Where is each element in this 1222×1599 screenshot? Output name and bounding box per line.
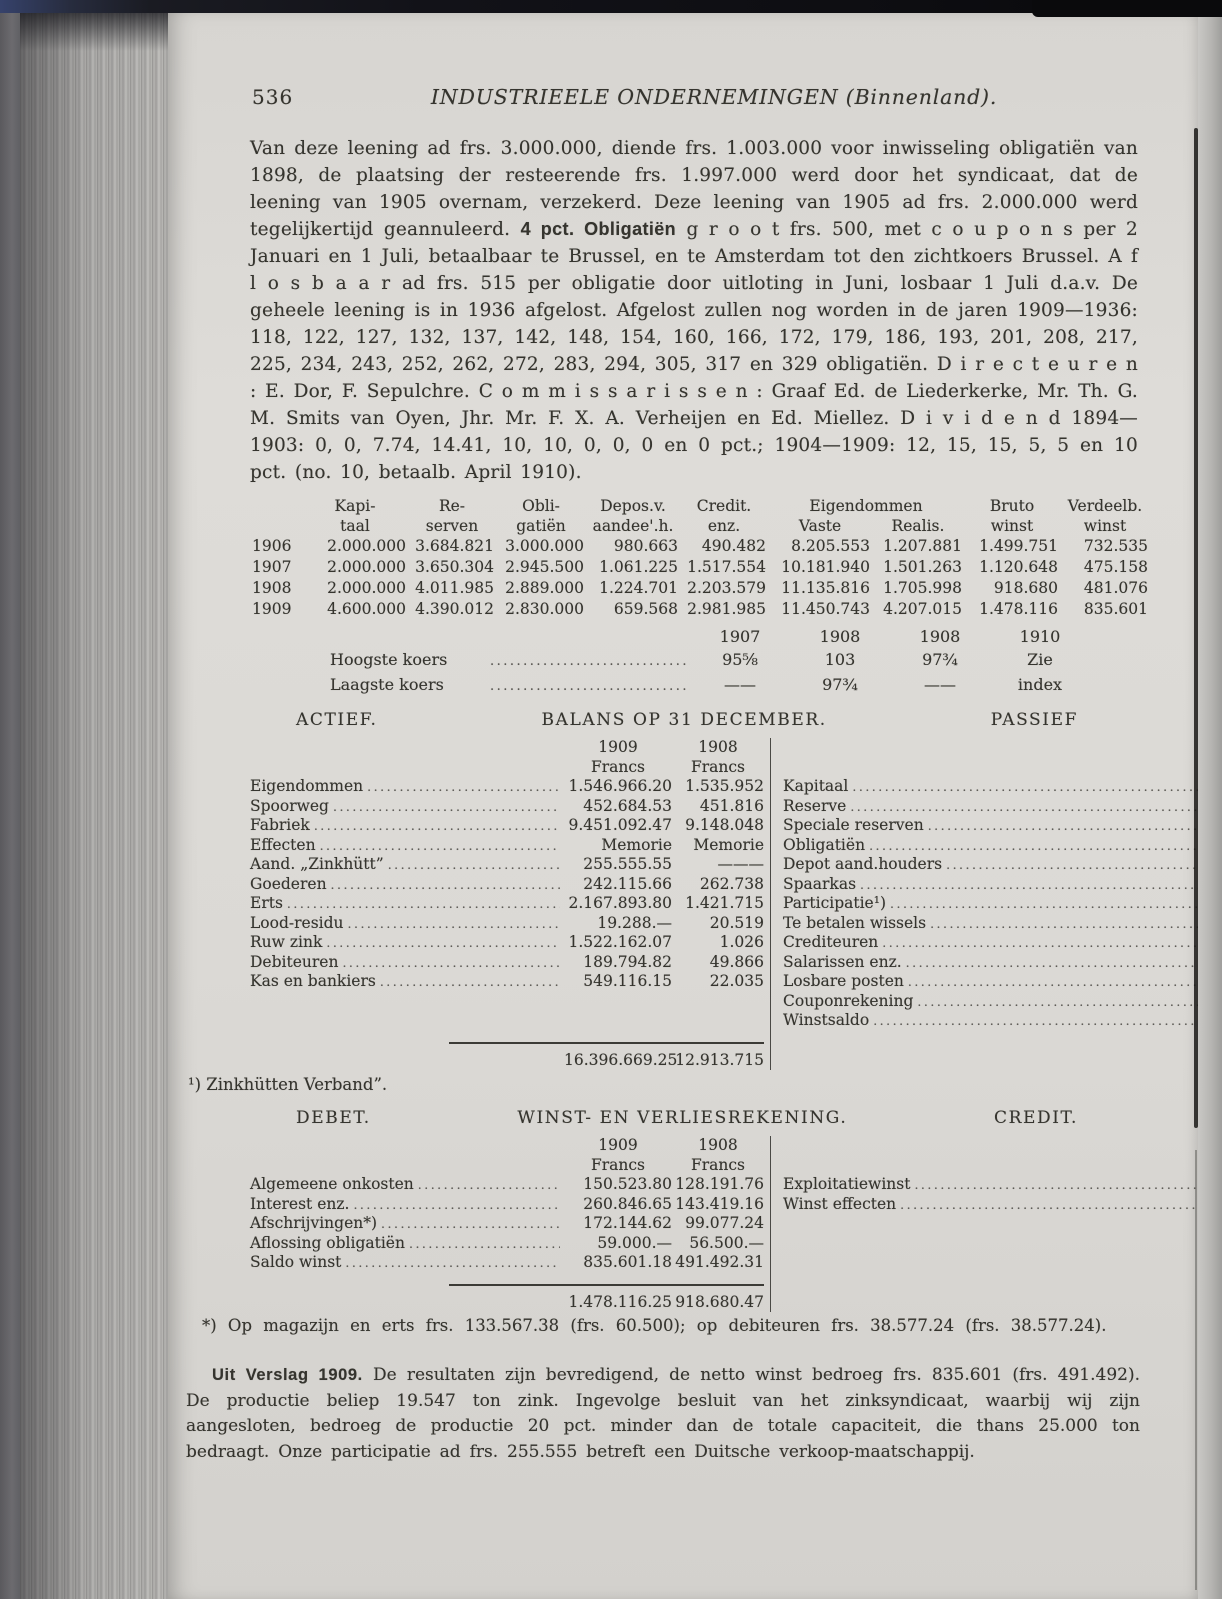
passief-column: [770, 738, 1198, 1070]
table-row: [783, 1011, 1198, 1031]
text-run: g r o o t frs. 500, met c o u p o n s per 2 Januari en 1 Juli, betaalbaar te Brussel, en te Amsterdam tot den zichtkoers Brussel. A f l o s b a a r ad frs. 515 per obligatie door uitloting in Juni, losbaar 1 Juli d.a.v. De geheele leening is in 1936 afgelost. Afgelost zullen nog worden in de jaren 1909—1936: 118, 122, 127, 132, 137, 142, 148, 154, 160, 166, 172, 179, 186, 193, 201, 208, 217, 225, 234, 243, 252, 262, 272, 283, 294, 305, 317 en 329 obligatiën. D i r e c t e u r e n : E. Dor, F. Sepulchre. C o m m i s s a r i s s e n : Graaf Ed. de Liederkerke, Mr. Th. G. M. Smits van Oyen, Jhr. Mr. F. X. A. Verheijen en Ed. Miellez. D i v i d e n d 1894—1903: 0, 0, 7.74, 14.41, 10, 10, 0, 0, 0 en 0 pct.; 1904—1909: 12, 15, 15, 5, 5 en 10 pct. (no. 10, betaalb. April 1910).: [250, 219, 1138, 483]
footnote-afschrijvingen: *) Op magazijn en erts frs. 133.567.38 (frs. 60.500); op debiteuren frs. 38.577.24 (frs. 38.577.24).: [202, 1316, 1107, 1335]
table-row: [783, 1195, 1198, 1215]
credit-column: [770, 1136, 1198, 1312]
table-row: [783, 933, 1198, 953]
koers-value-cell: 103: [824, 650, 856, 669]
value-1909: 242.115.66: [583, 874, 672, 893]
row-label: Aflossing obligatiën: [250, 1233, 405, 1252]
table-row: [250, 816, 764, 836]
stats-header-cell: Kapi-: [334, 497, 376, 515]
intro-paragraph: [250, 135, 1138, 486]
year-cell: 1909: [598, 1136, 638, 1154]
koers-value-cell: 97¾: [922, 650, 958, 669]
value-1908: 1.421.715: [685, 894, 764, 912]
total-1909: 1.478.116.25: [568, 1292, 672, 1311]
dot-leader: [873, 1011, 1198, 1031]
value-1909: 1.546.966.20: [568, 777, 672, 795]
dot-leader: [320, 836, 560, 856]
value-1909: 172.144.62: [583, 1214, 672, 1232]
value-1908: 9.148.048: [685, 816, 764, 834]
table-row: [783, 992, 1198, 1012]
winst-verlies-title: WINST- EN VERLIESREKENING.: [517, 1108, 848, 1128]
dot-leader: [342, 953, 560, 973]
year-cell: 1908: [698, 738, 738, 756]
value-1908: 491.492.31: [675, 1253, 764, 1271]
dot-leader: [490, 673, 690, 698]
total-row: [250, 1293, 764, 1313]
koers-row: [330, 673, 1090, 698]
stats-value-cell: 490.482: [701, 537, 766, 555]
value-1909: 1.522.162.07: [568, 933, 672, 951]
stats-value-cell: 2.830.000: [505, 600, 584, 618]
debet-column: [250, 1136, 770, 1312]
value-1908: 22.035: [709, 972, 764, 990]
stats-header-row-1: [250, 496, 1150, 516]
dot-leader: [388, 855, 560, 875]
value-1909: 835.601.18: [583, 1253, 672, 1271]
total-row: [250, 1051, 764, 1071]
stats-header-cell: Credit.: [696, 497, 752, 515]
dot-leader: [852, 777, 1198, 797]
row-label: Crediteuren: [783, 933, 879, 951]
stats-value-cell: 2.945.500: [505, 558, 584, 576]
value-1909: 452.684.53: [583, 796, 672, 815]
currency-cell: Francs: [690, 1155, 746, 1174]
verslag-lead: Uit Verslag 1909.: [212, 1366, 363, 1384]
koers-label: Laagste koers: [330, 675, 444, 694]
koers-row: [330, 648, 1090, 673]
table-row: [250, 1253, 764, 1273]
stats-row: [250, 536, 1150, 557]
dot-leader: [348, 914, 560, 934]
koers-year-cell: 1907: [719, 627, 761, 646]
currency-cell: Francs: [590, 1155, 646, 1174]
dot-leader: [409, 1234, 560, 1254]
actief-title: ACTIEF.: [296, 710, 378, 730]
row-label: Goederen: [250, 874, 327, 893]
stats-header-cell: enz.: [707, 517, 741, 535]
stats-value-cell: 11.450.743: [781, 600, 870, 618]
stats-value-cell: 1.120.648: [979, 558, 1058, 576]
table-row: [250, 1214, 764, 1234]
row-label: Kapitaal: [783, 777, 849, 795]
dot-leader: [882, 933, 1198, 953]
table-row: [783, 972, 1198, 992]
stats-header-cell: serven: [425, 517, 479, 535]
dot-leader: [331, 875, 560, 895]
value-1908: Memorie: [693, 835, 764, 854]
row-label: Erts: [250, 894, 283, 912]
dot-leader: [908, 972, 1198, 992]
stats-header-row-2: [250, 516, 1150, 536]
koers-value-cell: Zie: [1027, 650, 1053, 669]
balans-title: BALANS OP 31 DECEMBER.: [541, 710, 827, 730]
stats-value-cell: 2.203.579: [687, 579, 766, 597]
table-row: [250, 953, 764, 973]
page-edge-line: [1194, 128, 1198, 1128]
passief-title: PASSIEF: [990, 710, 1078, 730]
year-header-row: [783, 738, 1198, 758]
value-1908: 128.191.76: [675, 1175, 764, 1193]
value-1908: 1.026: [719, 933, 764, 951]
dot-leader: [490, 648, 690, 673]
stats-year-cell: 1907: [252, 558, 292, 576]
actief-column: [250, 738, 770, 1070]
value-1908: ———: [717, 855, 764, 873]
value-1908: 262.738: [699, 874, 764, 893]
value-1909: 255.555.55: [583, 855, 672, 873]
dot-leader: [287, 894, 560, 914]
total-block: [783, 1273, 1198, 1313]
row-label: Kas en bankiers: [250, 972, 376, 990]
value-1908: 451.816: [699, 796, 764, 815]
dot-leader: [869, 836, 1198, 856]
stats-value-cell: 4.011.985: [415, 579, 494, 597]
verslag-paragraph: [186, 1363, 1140, 1465]
dot-leader: [906, 953, 1198, 973]
total-block: [250, 1031, 764, 1071]
dot-leader: [353, 1195, 560, 1215]
year-header-row: [783, 1136, 1198, 1156]
table-row: [783, 797, 1198, 817]
stats-value-cell: 1.501.263: [883, 558, 962, 576]
table-row: [250, 933, 764, 953]
value-1909: 260.846.65: [583, 1194, 672, 1213]
currency-cell: Francs: [690, 757, 746, 776]
stats-header-cell: aandee'.h.: [592, 517, 674, 535]
stats-value-cell: 1.224.701: [599, 579, 678, 597]
total-1908: 12.913.715: [675, 1050, 764, 1069]
stats-value-cell: 659.568: [613, 600, 678, 618]
dot-leader: [326, 933, 560, 953]
row-label: Salarissen enz.: [783, 952, 902, 971]
row-label: Lood-residu: [250, 913, 344, 932]
table-row: [250, 777, 764, 797]
row-label: Depot aand.houders: [783, 855, 943, 873]
statistics-table-header: [250, 496, 1150, 536]
stats-header-cell: Bruto: [989, 497, 1035, 515]
table-row: [250, 972, 764, 992]
row-label: Spaarkas: [783, 874, 857, 893]
dot-leader: [900, 1195, 1198, 1215]
table-row: [250, 875, 764, 895]
stats-header-cell: winst: [990, 517, 1034, 535]
currency-header-row: [250, 1156, 764, 1176]
dot-leader: [860, 875, 1198, 895]
dot-leader: [928, 816, 1198, 836]
row-label: Obligatiën: [783, 835, 866, 854]
total-1908: 918.680.47: [675, 1292, 764, 1311]
koers-year-cell: 1910: [1019, 627, 1061, 646]
total-rule: [449, 1042, 764, 1044]
dot-leader: [914, 1175, 1198, 1195]
dot-leader: [345, 1253, 560, 1273]
dot-leader: [917, 992, 1198, 1012]
table-row: [783, 914, 1198, 934]
table-row: [783, 894, 1198, 914]
table-row: [250, 797, 764, 817]
koers-fill: [490, 625, 690, 648]
statistics-table: [250, 496, 1150, 620]
value-1908: 1.535.952: [685, 777, 764, 795]
stats-value-cell: 918.680: [993, 579, 1058, 597]
row-label: Speciale reserven: [783, 816, 924, 834]
verslag-text: De resultaten zijn bevredigend, de netto winst bedroeg frs. 835.601 (frs. 491.492). De productie beliep 19.547 ton zink. Ingevolge besluit van het zinksyndicaat, waarbij wij zijn aangesloten, bedroeg de productie 20 pct. minder dan de totale capaciteit, die thans 25.000 ton bedraagt. Onze participatie ad frs. 255.555 betreft een Duitsche verkoop-maatschappij.: [186, 1365, 1140, 1462]
text-run: Van deze leening ad frs. 3.000.000, diende frs. 1.003.000 voor inwisseling obligatiën van 1898, de plaatsing der resteerende frs. 1.997.000 werd door het syndicaat, dat de leening van 1905 overnam, verzekerd. Deze leening van 1905 ad frs. 2.000.000 werd tegelijkertijd geannuleerd.: [250, 138, 1138, 240]
stats-value-cell: 4.207.015: [883, 600, 962, 618]
total-row: [783, 1293, 1198, 1313]
stats-value-cell: 11.135.816: [781, 579, 870, 597]
scan-right-strip: [1198, 13, 1222, 1599]
stats-value-cell: 2.981.985: [687, 600, 766, 618]
table-row: [250, 894, 764, 914]
value-1908: 56.500.—: [689, 1233, 764, 1252]
stats-header-cell: Re-: [438, 497, 466, 515]
koers-year-cell: 1908: [819, 627, 861, 646]
row-label: Fabriek: [250, 816, 310, 834]
koers-label: Hoogste koers: [330, 650, 448, 669]
stats-year-cell: 1908: [252, 579, 292, 597]
row-label: Couponrekening: [783, 991, 914, 1010]
value-1908: 20.519: [709, 913, 764, 932]
total-block: [250, 1273, 764, 1313]
stats-header-cell: Vaste: [798, 517, 842, 535]
stats-value-cell: 2.000.000: [327, 537, 406, 555]
koers-value-cell: 95⅝: [722, 650, 758, 669]
stats-header-cell: [250, 516, 302, 536]
koers-years-row: [330, 625, 1090, 648]
balans-heading: [250, 710, 1138, 736]
koers-value-cell: ——: [924, 675, 956, 694]
total-block: [783, 1031, 1198, 1071]
stats-header-cell: gatiën: [516, 517, 566, 535]
stats-value-cell: 3.650.304: [415, 558, 494, 576]
row-label: Losbare posten: [783, 972, 904, 990]
total-1909: 16.396.669.25: [564, 1050, 678, 1069]
book-spine-edge: [0, 13, 20, 1599]
running-header: [250, 85, 1138, 113]
dot-leader: [333, 797, 560, 817]
koers-value-cell: 97¾: [822, 675, 858, 694]
stats-value-cell: 4.600.000: [327, 600, 406, 618]
value-1909: Memorie: [601, 835, 672, 854]
page-title: INDUSTRIEELE ONDERNEMINGEN (Binnenland).: [430, 85, 998, 109]
koers-label: [330, 625, 490, 648]
stats-value-cell: 4.390.012: [415, 600, 494, 618]
table-row: [783, 855, 1198, 875]
currency-cell: Francs: [590, 757, 646, 776]
winst-heading: [250, 1108, 1138, 1134]
stats-value-cell: 3.000.000: [505, 537, 584, 555]
statistics-table-body: [250, 536, 1150, 620]
year-header-row: [250, 738, 764, 758]
dot-leader: [418, 1175, 560, 1195]
stats-value-cell: 1.499.751: [979, 537, 1058, 555]
table-row: [783, 836, 1198, 856]
debet-title: DEBET.: [296, 1108, 371, 1128]
row-label: Aand. „Zinkhütt”: [250, 855, 384, 873]
koers-table: [250, 625, 1138, 698]
table-row: [250, 914, 764, 934]
book-page-edges: [20, 13, 168, 1599]
stats-header-cell: [250, 496, 302, 516]
stats-value-cell: 481.076: [1083, 579, 1148, 597]
stats-header-cell: Obli-: [522, 497, 560, 515]
value-1908: 49.866: [709, 952, 764, 971]
stats-header-cell: Realis.: [891, 517, 945, 535]
total-row: [783, 1051, 1198, 1071]
currency-header-row: [783, 758, 1198, 778]
stats-value-cell: 980.663: [613, 537, 678, 555]
value-1909: 549.116.15: [583, 972, 672, 990]
stats-value-cell: 1.207.881: [883, 537, 962, 555]
row-label: Interest enz.: [250, 1194, 350, 1213]
row-label: Ruw zink: [250, 933, 323, 951]
table-row: [783, 777, 1198, 797]
row-label: Eigendommen: [250, 777, 364, 795]
table-row: [250, 836, 764, 856]
row-label: Winst effecten: [783, 1194, 897, 1213]
stats-value-cell: 1.517.554: [687, 558, 766, 576]
stats-year-cell: 1909: [252, 600, 292, 618]
koers-value-cell: index: [1017, 675, 1063, 694]
value-1908: 99.077.24: [685, 1214, 764, 1232]
dot-leader: [890, 894, 1198, 914]
stats-value-cell: 835.601: [1083, 600, 1148, 618]
value-1909: 189.794.82: [583, 952, 672, 971]
row-label: Exploitatiewinst: [783, 1175, 911, 1193]
value-1909: 150.523.80: [583, 1175, 672, 1193]
row-label: Saldo winst: [250, 1253, 342, 1271]
dot-leader: [314, 816, 560, 836]
stats-row: [250, 578, 1150, 599]
stats-header-cell: Depos.v.: [600, 497, 666, 515]
total-rule: [449, 1284, 764, 1286]
row-label: Winstsaldo: [783, 1011, 870, 1029]
value-1909: 19.288.—: [597, 913, 672, 932]
row-label: Spoorweg: [250, 796, 329, 815]
page-number: 536: [252, 85, 294, 109]
table-row: [783, 1175, 1198, 1195]
stats-value-cell: 732.535: [1083, 537, 1148, 555]
stats-value-cell: 10.181.940: [781, 558, 870, 576]
stats-header-cell: Verdeelb.: [1067, 497, 1143, 515]
dot-leader: [381, 1214, 560, 1234]
page-edge-line-lower: [1195, 1150, 1197, 1590]
value-1909: 2.167.893.80: [568, 894, 672, 912]
table-row: [250, 855, 764, 875]
scan-top-edge: [0, 0, 1222, 13]
stats-header-cell: winst: [1083, 517, 1127, 535]
stats-row: [250, 599, 1150, 620]
value-1908: 143.419.16: [675, 1194, 764, 1213]
stats-value-cell: 2.889.000: [505, 579, 584, 597]
row-label: Debiteuren: [250, 952, 339, 971]
footnote-participatie: ¹) Zinkhütten Verband”.: [188, 1075, 388, 1094]
stats-value-cell: 8.205.553: [791, 537, 870, 555]
year-cell: 1908: [698, 1136, 738, 1154]
dot-leader: [367, 777, 560, 797]
row-label: Effecten: [250, 835, 316, 854]
value-1909: 59.000.—: [597, 1233, 672, 1252]
dot-leader: [850, 797, 1198, 817]
currency-header-row: [250, 758, 764, 778]
table-row: [250, 1175, 764, 1195]
balans-table: [250, 738, 1138, 1070]
stats-value-cell: 3.684.821: [415, 537, 494, 555]
dot-leader: [380, 972, 560, 992]
row-label: Te betalen wissels: [783, 913, 927, 932]
currency-header-row: [783, 1156, 1198, 1176]
dot-leader: [930, 914, 1198, 934]
dot-leader: [946, 855, 1198, 875]
stats-value-cell: 2.000.000: [327, 558, 406, 576]
row-label: Participatie¹): [783, 894, 886, 912]
winst-verlies-table: [250, 1136, 1138, 1312]
koers-year-cell: 1908: [919, 627, 961, 646]
year-cell: 1909: [598, 738, 638, 756]
year-header-row: [250, 1136, 764, 1156]
stats-row: [250, 557, 1150, 578]
row-label: Algemeene onkosten: [250, 1175, 414, 1193]
row-label: Reserve: [783, 796, 847, 815]
table-row: [783, 875, 1198, 895]
stats-header-cell: taal: [340, 517, 370, 535]
stats-value-cell: 1.478.116: [979, 600, 1058, 618]
value-1909: 9.451.092.47: [568, 816, 672, 834]
table-row: [250, 1195, 764, 1215]
stats-year-cell: 1906: [252, 537, 292, 555]
table-row: [783, 816, 1198, 836]
stats-value-cell: 475.158: [1083, 558, 1148, 576]
stats-value-cell: 1.061.225: [599, 558, 678, 576]
stats-header-cell: Eigendommen: [809, 497, 923, 515]
stats-value-cell: 1.705.998: [883, 579, 962, 597]
credit-title: CREDIT.: [993, 1108, 1078, 1128]
bold-run: 4 pct. Obligatiën: [520, 219, 677, 239]
stats-value-cell: 2.000.000: [327, 579, 406, 597]
koers-value-cell: ——: [724, 675, 756, 694]
table-row: [250, 1234, 764, 1254]
table-row: [783, 953, 1198, 973]
row-label: Afschrijvingen*): [250, 1214, 378, 1232]
book-page: [168, 13, 1198, 1599]
